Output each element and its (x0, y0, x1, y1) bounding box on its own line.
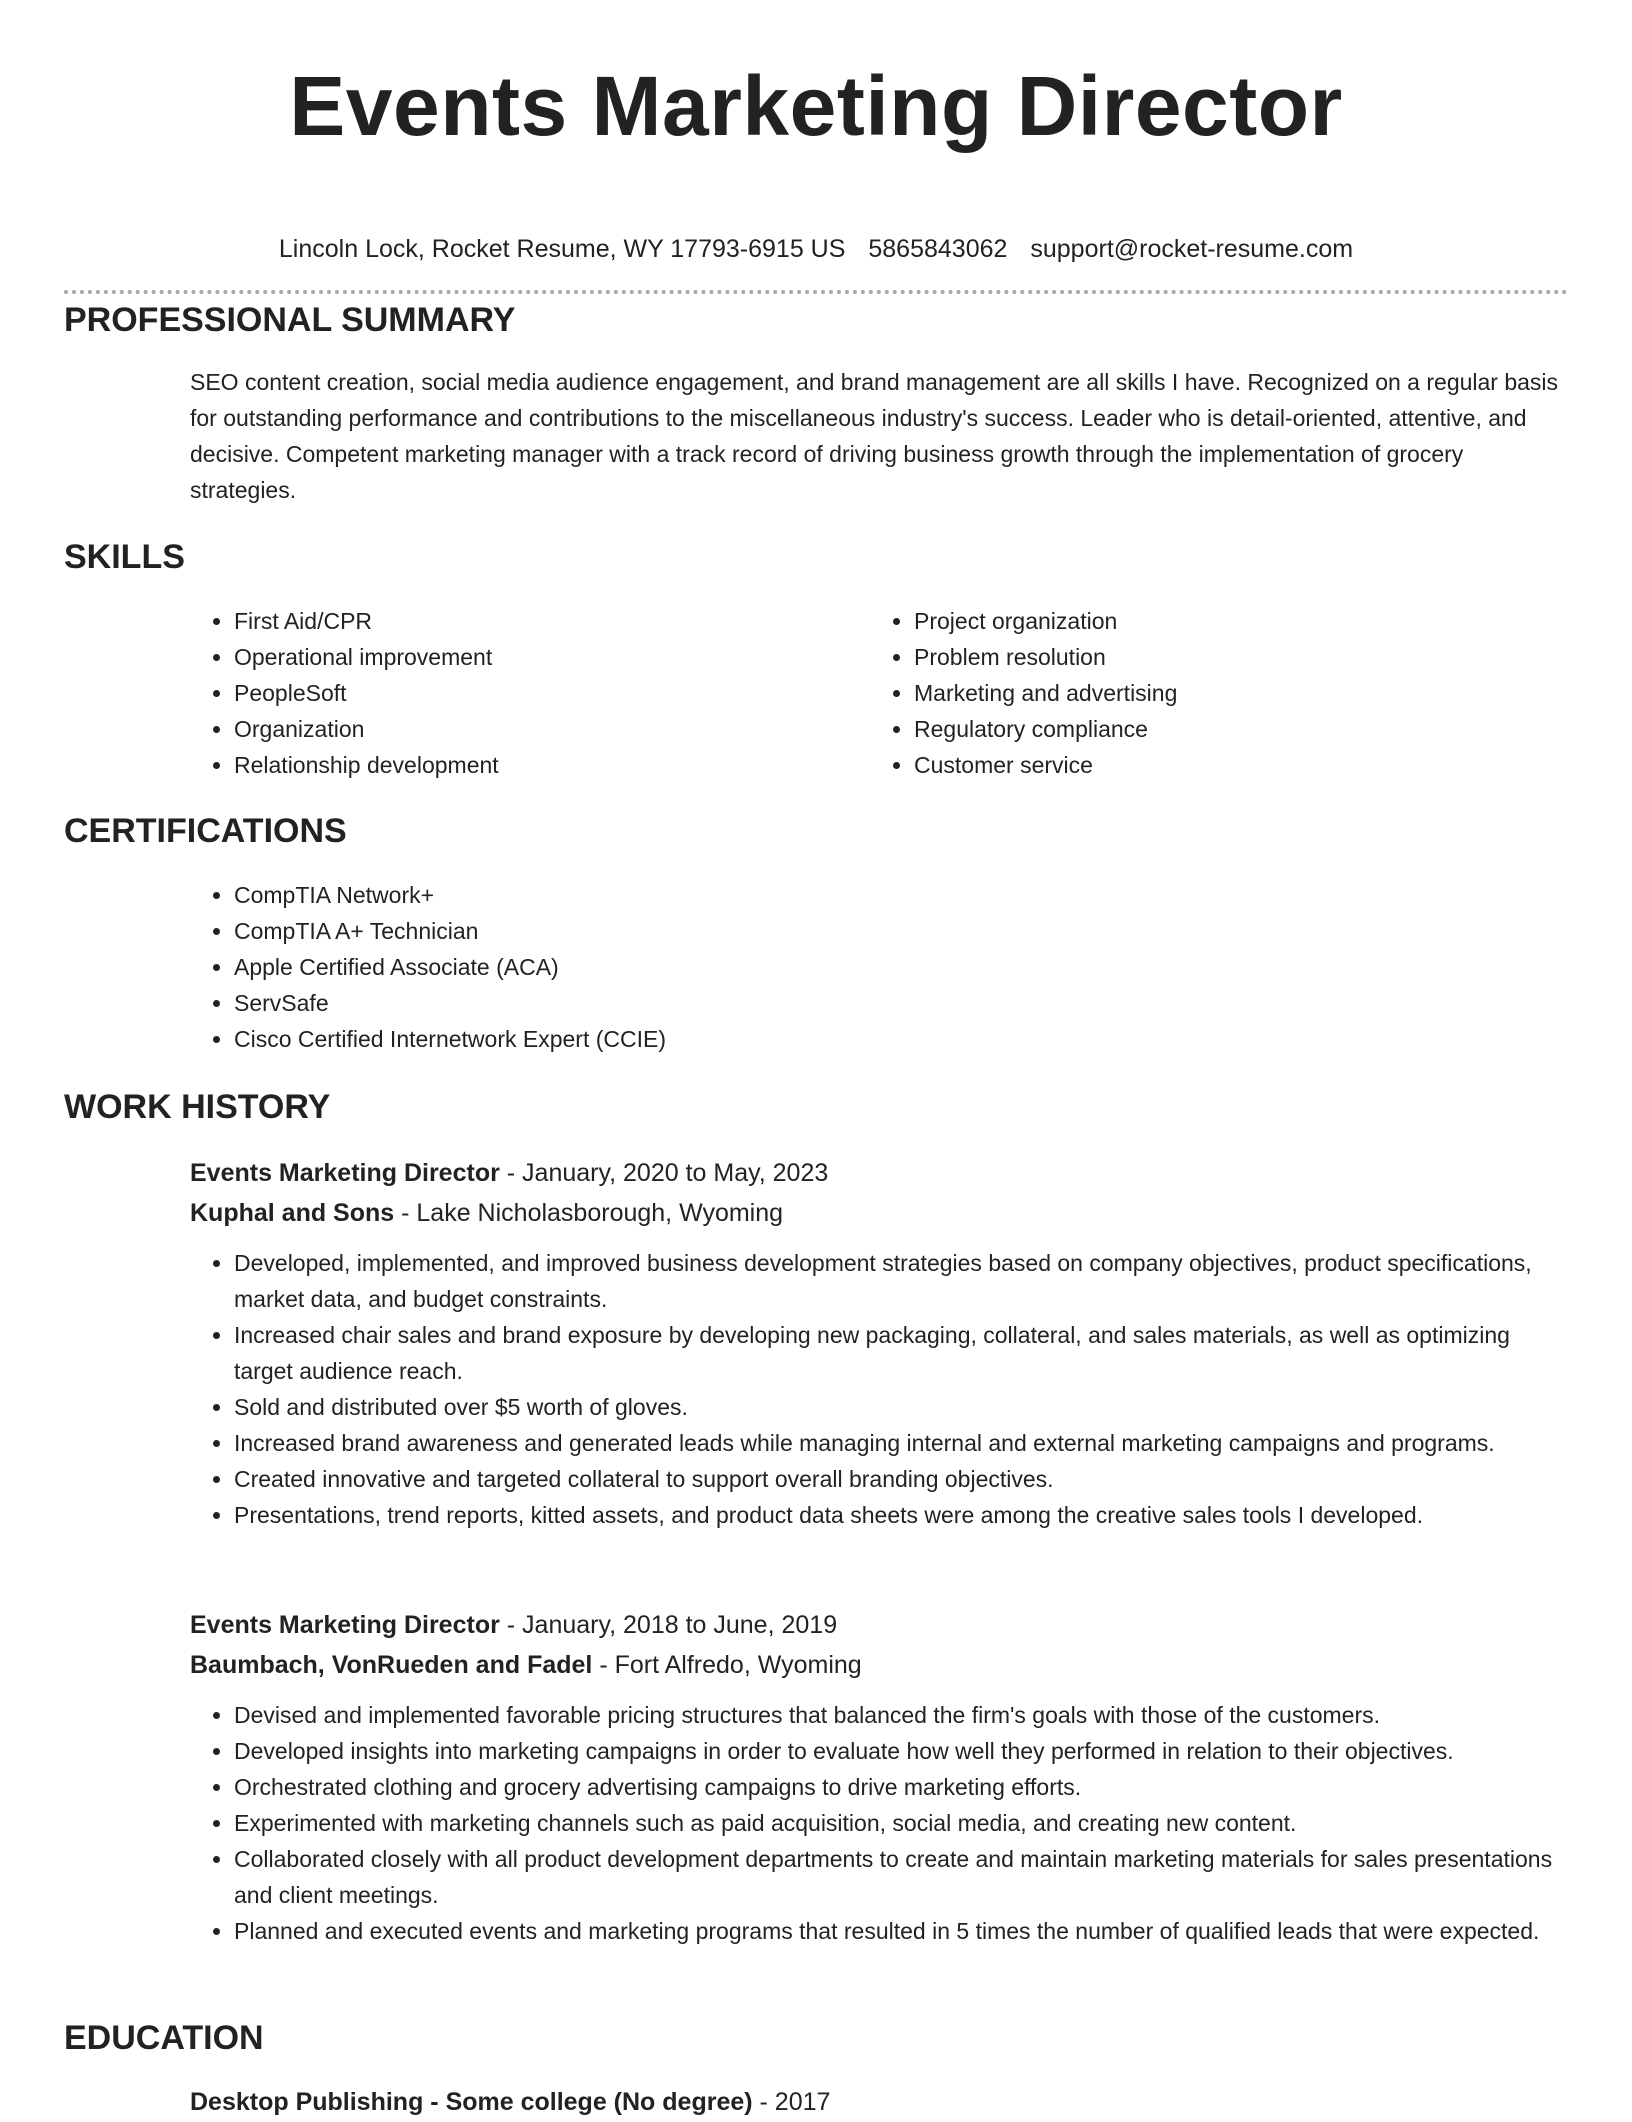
list-item: • Collaborated closely with all product development departments to create and maintain marketing materials for sales presentations and client meetings. (234, 1841, 1568, 1913)
job-entry (190, 1605, 1568, 1949)
list-item: • Marketing and advertising (914, 675, 1510, 711)
list-item: • Devised and implemented favorable pricing structures that balanced the firm's goals with those of the customers. (234, 1697, 1568, 1733)
education-heading: EDUCATION (64, 2019, 264, 2057)
list-item: • Apple Certified Associate (ACA) (234, 949, 1568, 985)
list-item: • Organization (234, 711, 830, 747)
job-dates: - January, 2018 to June, 2019 (499, 1611, 838, 1639)
list-item: • Sold and distributed over $5 worth of gloves. (234, 1389, 1568, 1425)
contact-line (64, 234, 1568, 264)
list-item: • Operational improvement (234, 639, 830, 675)
list-item: • CompTIA Network+ (234, 877, 1568, 913)
education-line (190, 2082, 1568, 2122)
list-item: • Cisco Certified Internetwork Expert (CCIE) (234, 1021, 1568, 1057)
job-company-line (190, 1645, 1568, 1685)
work-heading: WORK HISTORY (64, 1088, 331, 1126)
resume-title: Events Marketing Director (289, 59, 1343, 153)
list-item: • Developed insights into marketing campaigns in order to evaluate how well they performed in relation to their objectives. (234, 1733, 1568, 1769)
contact-address: Lincoln Lock, Rocket Resume, WY 17793-6915 US (278, 235, 846, 263)
list-item: • Increased brand awareness and generated leads while managing internal and external marketing campaigns and programs. (234, 1425, 1568, 1461)
job-title-line (190, 1605, 1568, 1645)
job-duties-list (190, 1697, 1568, 1949)
skills-heading: SKILLS (64, 538, 185, 576)
list-item: • PeopleSoft (234, 675, 830, 711)
education-year: - 2017 (752, 2088, 831, 2116)
skills-column-right (870, 603, 1510, 783)
list-item: • Created innovative and targeted collateral to support overall branding objectives. (234, 1461, 1568, 1497)
job-company: Baumbach, VonRueden and Fadel (190, 1651, 593, 1679)
contact-phone: 5865843062 (868, 235, 1008, 263)
list-item: • Project organization (914, 603, 1510, 639)
list-item: • Customer service (914, 747, 1510, 783)
list-item: • Increased chair sales and brand exposure by developing new packaging, collateral, and sales materials, as well as optimizing target audience reach. (234, 1317, 1568, 1389)
job-location: - Lake Nicholasborough, Wyoming (394, 1199, 784, 1227)
job-title: Events Marketing Director (190, 1159, 500, 1187)
education-degree: Desktop Publishing - Some college (No degree) (190, 2088, 753, 2116)
summary-text: SEO content creation, social media audience engagement, and brand management are all skills I have. Recognized on a regular basis for outstanding performance and contributions to the miscellaneous industry's success. Leader who is detail-oriented, attentive, and decisive. Competent marketing manager with a track record of driving business growth through the implementation of grocery strategies. (190, 369, 1559, 503)
list-item: • Presentations, trend reports, kitted assets, and product data sheets were among the creative sales tools I developed. (234, 1497, 1568, 1533)
list-item: • ServSafe (234, 985, 1568, 1021)
certifications-heading: CERTIFICATIONS (64, 812, 347, 850)
header-divider (64, 290, 1568, 294)
skills-column-left (190, 603, 830, 783)
job-duties-list (190, 1245, 1568, 1533)
job-entry (190, 1153, 1568, 1533)
list-item: • Experimented with marketing channels such as paid acquisition, social media, and creating new content. (234, 1805, 1568, 1841)
skills-list-right (870, 603, 1510, 783)
list-item: • Regulatory compliance (914, 711, 1510, 747)
summary-heading: PROFESSIONAL SUMMARY (64, 301, 516, 339)
job-company: Kuphal and Sons (190, 1199, 395, 1227)
list-item: • Problem resolution (914, 639, 1510, 675)
list-item: • CompTIA A+ Technician (234, 913, 1568, 949)
skills-list-left (190, 603, 830, 783)
job-location: - Fort Alfredo, Wyoming (592, 1651, 862, 1679)
list-item: • Orchestrated clothing and grocery advertising campaigns to drive marketing efforts. (234, 1769, 1568, 1805)
job-dates: - January, 2020 to May, 2023 (499, 1159, 829, 1187)
contact-email: support@rocket-resume.com (1030, 235, 1354, 263)
list-item: • Planned and executed events and marketing programs that resulted in 5 times the number of qualified leads that were expected. (234, 1913, 1568, 1949)
education-entry (190, 2082, 1568, 2122)
job-title: Events Marketing Director (190, 1611, 500, 1639)
list-item: • First Aid/CPR (234, 603, 830, 639)
certifications-list (190, 877, 1568, 1057)
job-company-line (190, 1193, 1568, 1233)
resume-page (64, 0, 1568, 2116)
certifications-block (190, 877, 1568, 1057)
list-item: • Developed, implemented, and improved business development strategies based on company objectives, product specifications, market data, and budget constraints. (234, 1245, 1568, 1317)
job-title-line (190, 1153, 1568, 1193)
list-item: • Relationship development (234, 747, 830, 783)
